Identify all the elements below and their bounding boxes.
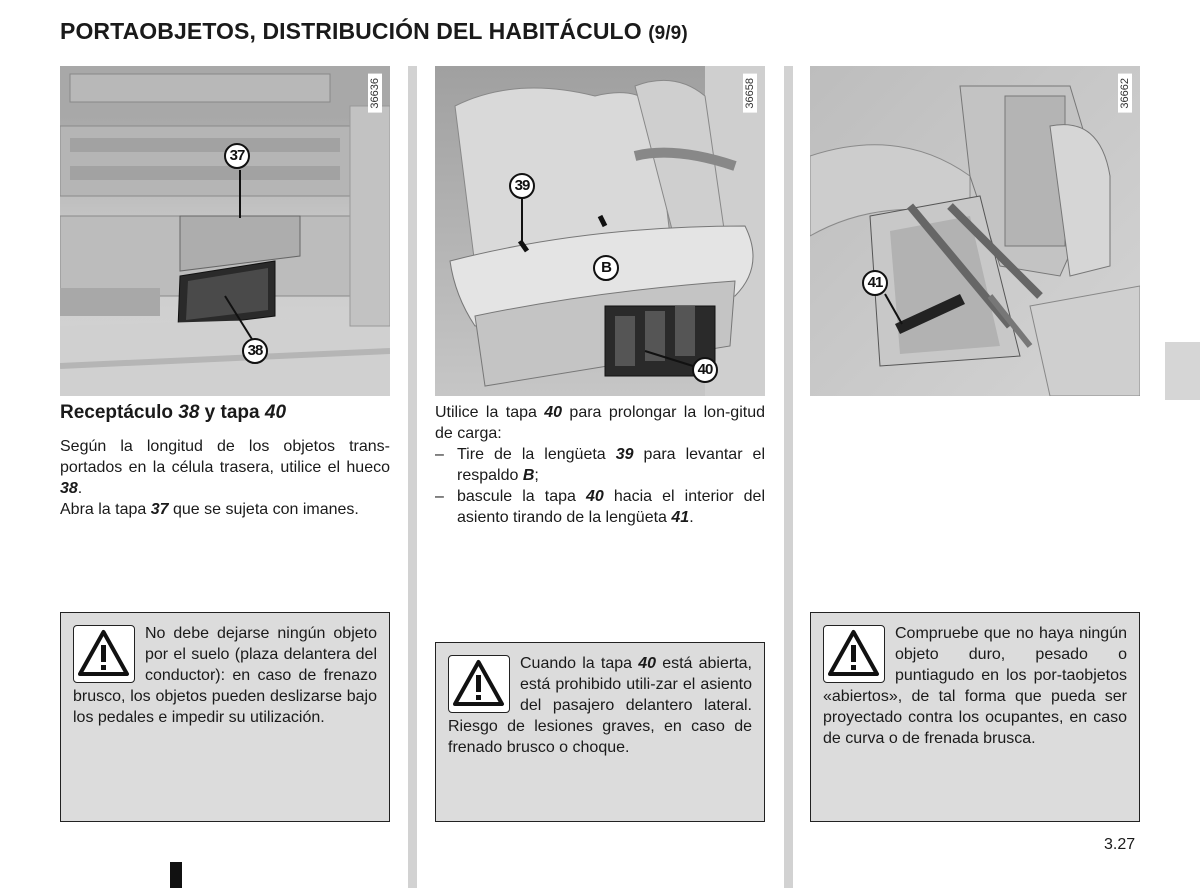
callout-40: 40 [692,357,718,383]
callout-b: B [593,255,619,281]
floor-storage-illustration [810,66,1140,396]
print-mark [170,862,182,888]
warning-box-objects [810,612,1140,822]
warning-text: No debe dejarse ningún objeto por el suelo (plaza delantera del conductor): en caso de frenazo brusco, los objetos pueden deslizarse bajo los pedales e impedir su utilización. [73,625,377,726]
column-separator [784,66,793,888]
col2-intro: Utilice la tapa 40 para prolongar la lon-gitud de carga: [435,404,765,442]
callout-38: 38 [242,338,268,364]
section-tab [1165,342,1200,400]
figure-floor-storage [810,66,1140,396]
column-separator [408,66,417,888]
page-title [60,18,688,45]
col1-paragraph-1: Según la longitud de los objetos trans-portados en la célula trasera, utilice el hueco 38. [60,438,390,497]
warning-box-floor [60,612,390,822]
list-item: – Tire de la lengüeta 39 para levantar el respaldo B; [435,446,765,484]
bench-seat-illustration [435,66,765,396]
col1-paragraph-2: Abra la tapa 37 que se sujeta con imanes. [60,501,359,518]
warning-triangle-icon [73,625,135,683]
title-part: (9/9) [648,23,688,44]
col2-body [435,402,765,528]
figure-code: 36662 [1118,74,1132,113]
warning-text: Cuando la tapa 40 está abierta, está prohibido utili-zar el asiento del pasajero delantero lateral. Riesgo de lesiones graves, en caso de frenado brusco o choque. [448,655,753,756]
figure-code: 36636 [368,74,382,113]
callout-41: 41 [862,270,888,296]
figure-code: 36658 [743,74,757,113]
col1-body [60,436,390,520]
page-number: 3.27 [1104,836,1136,853]
warning-text: Compruebe que no haya ningún objeto duro, pesado o puntiagudo en los por-taobjetos «abiertos», de tal forma que pueda ser proyectado contra los ocupantes, en caso de curva o de frenada brusca. [823,625,1127,747]
callout-39: 39 [509,173,535,199]
warning-box-seat [435,642,765,822]
figure-cargo-compartment [60,66,390,396]
title-main: PORTAOBJETOS, DISTRIBUCIÓN DEL HABITÁCULO [60,18,642,44]
list-item: – bascule la tapa 40 hacia el interior del asiento tirando de la lengüeta 41. [435,488,765,526]
section-heading-receptaculo: Receptáculo 38 y tapa 40 [60,402,287,423]
callout-37: 37 [224,143,250,169]
warning-triangle-icon [823,625,885,683]
warning-triangle-icon [448,655,510,713]
figure-bench-seat [435,66,765,396]
cargo-compartment-illustration [60,66,390,396]
